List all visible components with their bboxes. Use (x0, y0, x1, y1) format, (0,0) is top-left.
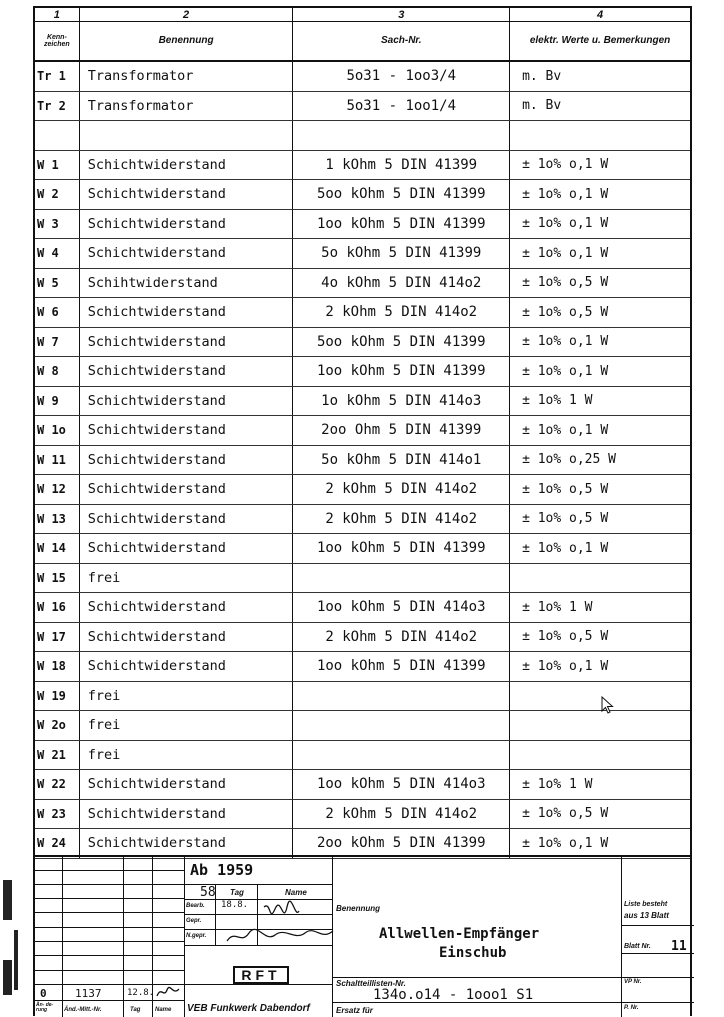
margin-stamp (0, 870, 30, 1010)
electrical-value: ± 1o% o,1 W (522, 363, 609, 379)
part-number: 2 kOhm 5 DIN 414o2 (293, 800, 510, 829)
bearb-signature (261, 899, 301, 927)
rft-logo (233, 966, 289, 984)
table-row (35, 770, 690, 800)
column-number: 3 (293, 8, 510, 21)
table-row (35, 357, 690, 387)
electrical-value: ± 1o% o,1 W (522, 157, 609, 173)
change-date: 12.8. (127, 988, 155, 998)
electrical-value: ± 1o% o,1 W (522, 245, 609, 261)
electrical-value: m. Bv (522, 98, 562, 114)
validity-year: Ab 1959 (190, 861, 254, 879)
electrical-value: ± 1o% o,5 W (522, 806, 609, 822)
part-name: Schichtwiderstand (80, 298, 294, 327)
part-designator: W 3 (35, 210, 80, 239)
part-number: 1oo kOhm 5 DIN 414o3 (293, 593, 510, 622)
table-row (35, 239, 690, 269)
column-header-sach-nr: Sach-Nr. (293, 22, 510, 60)
table-row (35, 534, 690, 564)
table-row (35, 741, 690, 771)
part-number: 2oo Ohm 5 DIN 41399 (293, 416, 510, 445)
parts-list-sheet (33, 6, 692, 1016)
part-designator: Tr 1 (35, 62, 80, 91)
part-name: Schichtwiderstand (80, 446, 294, 475)
part-name: Schichtwiderstand (80, 239, 294, 268)
electrical-value (510, 564, 690, 593)
change-number: 0 (40, 987, 47, 1000)
change-col-label: Tag (130, 1007, 141, 1013)
part-name: Schichtwiderstand (80, 180, 294, 209)
table-row (35, 564, 690, 594)
part-name: Transformator (80, 92, 294, 121)
part-name: Schichtwiderstand (80, 151, 294, 180)
electrical-value: ± 1o% o,1 W (522, 334, 609, 350)
tag-number: 58 (200, 885, 216, 900)
part-name: Schichtwiderstand (80, 387, 294, 416)
column-number: 2 (80, 8, 294, 21)
column-header-kennzeichen: Kenn- zeichen (35, 22, 80, 60)
name-label: Name (285, 888, 307, 897)
electrical-value: ± 1o% o,1 W (522, 216, 609, 232)
part-designator: W 16 (35, 593, 80, 622)
part-name (80, 121, 294, 150)
benennung-label: Benennung (336, 904, 380, 913)
part-name: Schichtwiderstand (80, 652, 294, 681)
electrical-value: ± 1o% o,1 W (522, 540, 609, 556)
liste-value: aus 13 Blatt (624, 911, 669, 920)
part-designator: W 9 (35, 387, 80, 416)
device-subtitle: Einschub (439, 945, 507, 961)
part-name: Schihtwiderstand (80, 269, 294, 298)
part-designator: W 1o (35, 416, 80, 445)
ngepr-signature (225, 927, 335, 947)
part-name: Transformator (80, 62, 294, 91)
part-number: 1o kOhm 5 DIN 414o3 (293, 387, 510, 416)
part-designator: W 14 (35, 534, 80, 563)
electrical-value: m. Bv (522, 68, 562, 84)
part-name: frei (80, 564, 294, 593)
table-row (35, 151, 690, 181)
table-row (35, 505, 690, 535)
part-number: 4o kOhm 5 DIN 414o2 (293, 269, 510, 298)
part-name: frei (80, 682, 294, 711)
part-designator: W 11 (35, 446, 80, 475)
ngepr-label: N.gepr. (186, 933, 207, 939)
table-row (35, 121, 690, 151)
vp-label: VP Nr. (624, 979, 642, 985)
part-number: 1oo kOhm 5 DIN 41399 (293, 357, 510, 386)
blatt-label: Blatt Nr. (624, 943, 651, 950)
part-designator: W 2o (35, 711, 80, 740)
bearb-date: 18.8. (221, 900, 249, 910)
part-name: Schichtwiderstand (80, 416, 294, 445)
electrical-value: ± 1o% o,25 W (522, 452, 616, 468)
column-header-row (35, 22, 690, 62)
electrical-value: ± 1o% o,1 W (522, 186, 609, 202)
p-label: P. Nr. (624, 1005, 639, 1011)
electrical-value: ± 1o% 1 W (522, 393, 593, 409)
table-row (35, 92, 690, 122)
schaltteil-number: 134o.o14 - 1ooo1 S1 (373, 987, 534, 1003)
table-row (35, 387, 690, 417)
electrical-value: ± 1o% o,1 W (522, 658, 609, 674)
liste-label: Liste besteht (624, 901, 668, 908)
electrical-value: ± 1o% 1 W (522, 776, 593, 792)
schaltteil-label: Schaltteillisten-Nr. (336, 979, 406, 988)
part-name: Schichtwiderstand (80, 328, 294, 357)
table-row (35, 416, 690, 446)
part-number: 2 kOhm 5 DIN 414o2 (293, 475, 510, 504)
part-number: 5oo kOhm 5 DIN 41399 (293, 328, 510, 357)
part-designator: W 7 (35, 328, 80, 357)
part-designator: W 1 (35, 151, 80, 180)
part-designator: W 12 (35, 475, 80, 504)
change-signature (155, 984, 181, 1000)
part-number: 1oo kOhm 5 DIN 41399 (293, 210, 510, 239)
company-name: VEB Funkwerk Dabendorf (187, 1003, 310, 1014)
part-name: Schichtwiderstand (80, 505, 294, 534)
part-number (293, 741, 510, 770)
table-row (35, 800, 690, 830)
table-row (35, 328, 690, 358)
part-designator: W 2 (35, 180, 80, 209)
table-row (35, 593, 690, 623)
part-designator: W 15 (35, 564, 80, 593)
table-row (35, 446, 690, 476)
mouse-cursor-icon (601, 696, 614, 715)
part-designator: W 8 (35, 357, 80, 386)
table-row (35, 475, 690, 505)
change-notice-number: 1137 (75, 987, 102, 1000)
electrical-value (510, 741, 690, 770)
part-number (293, 121, 510, 150)
table-row (35, 682, 690, 712)
part-number: 2oo kOhm 5 DIN 41399 (293, 829, 510, 858)
part-number: 5o kOhm 5 DIN 41399 (293, 239, 510, 268)
part-name: Schichtwiderstand (80, 475, 294, 504)
change-col-label: Än- de- rung (36, 1002, 54, 1013)
title-block (35, 855, 690, 1017)
electrical-value (510, 711, 690, 740)
change-col-label: Name (155, 1007, 172, 1013)
part-designator: W 4 (35, 239, 80, 268)
part-number: 5o31 - 1oo1/4 (293, 92, 510, 121)
rft-logo-text: RFT (241, 967, 281, 983)
blatt-value: 11 (671, 939, 687, 954)
table-row (35, 210, 690, 240)
part-designator: Tr 2 (35, 92, 80, 121)
part-designator: W 19 (35, 682, 80, 711)
part-name: Schichtwiderstand (80, 800, 294, 829)
part-designator: W 21 (35, 741, 80, 770)
part-number: 2 kOhm 5 DIN 414o2 (293, 505, 510, 534)
table-row (35, 298, 690, 328)
column-header-benennung: Benennung (80, 22, 294, 60)
column-number: 1 (35, 8, 80, 21)
part-name: frei (80, 711, 294, 740)
change-col-label: Änd.-Mitt.-Nr. (64, 1007, 102, 1013)
part-number: 5o kOhm 5 DIN 414o1 (293, 446, 510, 475)
part-designator (35, 121, 80, 150)
part-name: Schichtwiderstand (80, 357, 294, 386)
device-title: Allwellen-Empfänger (379, 926, 540, 942)
column-number: 4 (596, 8, 604, 21)
part-number: 2 kOhm 5 DIN 414o2 (293, 298, 510, 327)
part-name: Schichtwiderstand (80, 593, 294, 622)
part-number: 1 kOhm 5 DIN 41399 (293, 151, 510, 180)
electrical-value: ± 1o% o,5 W (522, 511, 609, 527)
part-designator: W 22 (35, 770, 80, 799)
part-number: 5o31 - 1oo3/4 (293, 62, 510, 91)
table-row (35, 62, 690, 92)
part-designator: W 24 (35, 829, 80, 858)
part-number (293, 682, 510, 711)
part-number: 1oo kOhm 5 DIN 41399 (293, 652, 510, 681)
part-name: Schichtwiderstand (80, 770, 294, 799)
electrical-value: ± 1o% 1 W (522, 599, 593, 615)
electrical-value (510, 121, 690, 150)
electrical-value: ± 1o% o,5 W (522, 629, 609, 645)
table-row (35, 269, 690, 299)
part-designator: W 13 (35, 505, 80, 534)
part-name: Schichtwiderstand (80, 829, 294, 858)
electrical-value: ± 1o% o,5 W (522, 275, 609, 291)
electrical-value: ± 1o% o,1 W (522, 422, 609, 438)
column-number-row (35, 8, 690, 22)
part-designator: W 5 (35, 269, 80, 298)
table-row (35, 180, 690, 210)
table-row (35, 711, 690, 741)
column-header-werte: elektr. Werte u. Bemerkungen (529, 34, 671, 46)
electrical-value: ± 1o% o,5 W (522, 304, 609, 320)
part-name: Schichtwiderstand (80, 210, 294, 239)
table-row (35, 652, 690, 682)
part-number: 5oo kOhm 5 DIN 41399 (293, 180, 510, 209)
gepr-label: Gepr. (186, 918, 202, 924)
part-designator: W 23 (35, 800, 80, 829)
part-number: 1oo kOhm 5 DIN 414o3 (293, 770, 510, 799)
electrical-value: ± 1o% o,1 W (522, 835, 609, 851)
part-designator: W 17 (35, 623, 80, 652)
tag-label: Tag (230, 888, 244, 897)
part-name: frei (80, 741, 294, 770)
part-designator: W 18 (35, 652, 80, 681)
part-designator: W 6 (35, 298, 80, 327)
bearb-label: Bearb. (186, 903, 205, 909)
ersatz-label: Ersatz für (336, 1006, 373, 1015)
parts-table-body (35, 62, 690, 859)
part-number: 1oo kOhm 5 DIN 41399 (293, 534, 510, 563)
part-number (293, 564, 510, 593)
part-name: Schichtwiderstand (80, 534, 294, 563)
part-number: 2 kOhm 5 DIN 414o2 (293, 623, 510, 652)
part-number (293, 711, 510, 740)
electrical-value: ± 1o% o,5 W (522, 481, 609, 497)
table-row (35, 623, 690, 653)
part-name: Schichtwiderstand (80, 623, 294, 652)
